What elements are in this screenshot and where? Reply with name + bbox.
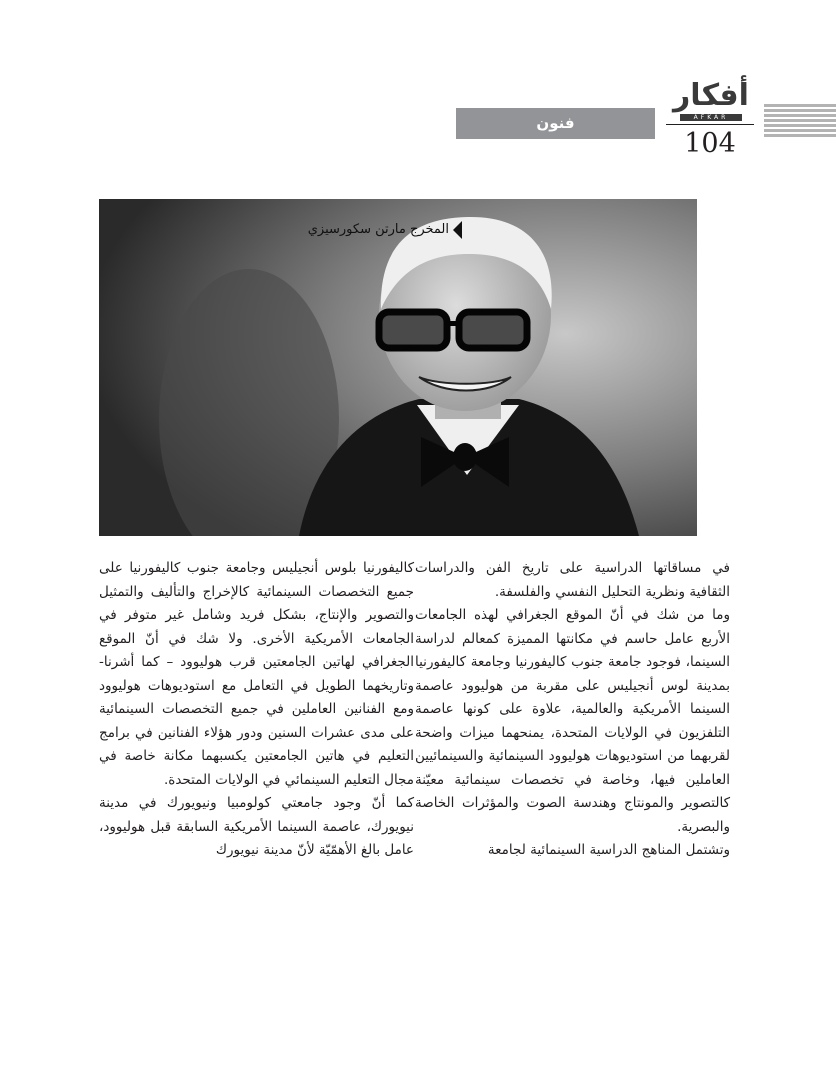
caption-arrow-icon (453, 221, 462, 239)
decorative-stripes (764, 104, 836, 140)
article-column-left (99, 557, 414, 863)
caption-text: المخرج مارتن سكورسيزي (307, 222, 449, 237)
portrait-photo (99, 199, 697, 536)
paragraph: في مساقاتها الدراسية على تاريخ الفن والدراسات الثقافية ونظرية التحليل النفسي والفلسفة. (415, 560, 730, 600)
paragraph: كاليفورنيا بلوس أنجيليس وجامعة جنوب كاليفورنيا على جميع التخصصات السينمائية كالإخراج والتأليف والتمثيل والتصوير والإنتاج، بشكل فريد وشامل غير متوفر في الجامعات الأمريكية الأخرى. ولا شك في أنّ الموقع الجغرافي لهاتين الجامعتين قرب هوليوود – كما أشرنا- وتاريخهما الطويل في التعامل مع استوديوهات هوليوود ومع الفنانين العاملين في جميع التخصصات السينمائية على مدى عشرات السنين ودور هؤلاء الفنانين في برامج التعليم في هاتين الجامعتين يكسبهما مكانة خاصة في مجال التعليم السينمائي في الولايات المتحدة. (99, 560, 414, 788)
portrait-illustration (99, 199, 697, 536)
paragraph: كما أنّ وجود جامعتي كولومبيا ونيويورك في مدينة نيويورك، عاصمة السينما الأمريكية السابقة قبل هوليوود، عامل بالغ الأهمّيّة لأنّ مدينة نيويورك (99, 795, 414, 858)
photo-caption (308, 220, 462, 240)
paragraph: وما من شك في أنّ الموقع الجغرافي لهذه الجامعات الأربع عامل حاسم في مكانتها المميزة كمعالم لدراسة السينما، فوجود جامعة جنوب كاليفورنيا وجامعة كاليفورنيا بمدينة لوس أنجيليس على مقربة من هوليوود عاصمة السينما الأمريكية والعالمية، علاوة على كونها عاصمة التلفزيون في الولايات المتحدة، يمنحهما ميزات واضحة لقربهما من استوديوهات هوليوود السينمائية والسينمائيين العاملين فيها، وخاصة في تخصصات سينمائية معيّنة كالتصوير والمونتاج وهندسة الصوت والمؤثرات الخاصة والبصرية. (415, 607, 730, 835)
magazine-name: أفكار (673, 78, 749, 113)
magazine-name-latin: AFKAR (680, 114, 742, 121)
article-column-right (415, 557, 730, 863)
section-label: فنون (456, 108, 655, 139)
paragraph: وتشتمل المناهج الدراسية السينمائية لجامعة (487, 842, 730, 858)
magazine-logo (668, 78, 754, 121)
header-rule (666, 124, 754, 125)
page-number: 104 (684, 128, 736, 159)
